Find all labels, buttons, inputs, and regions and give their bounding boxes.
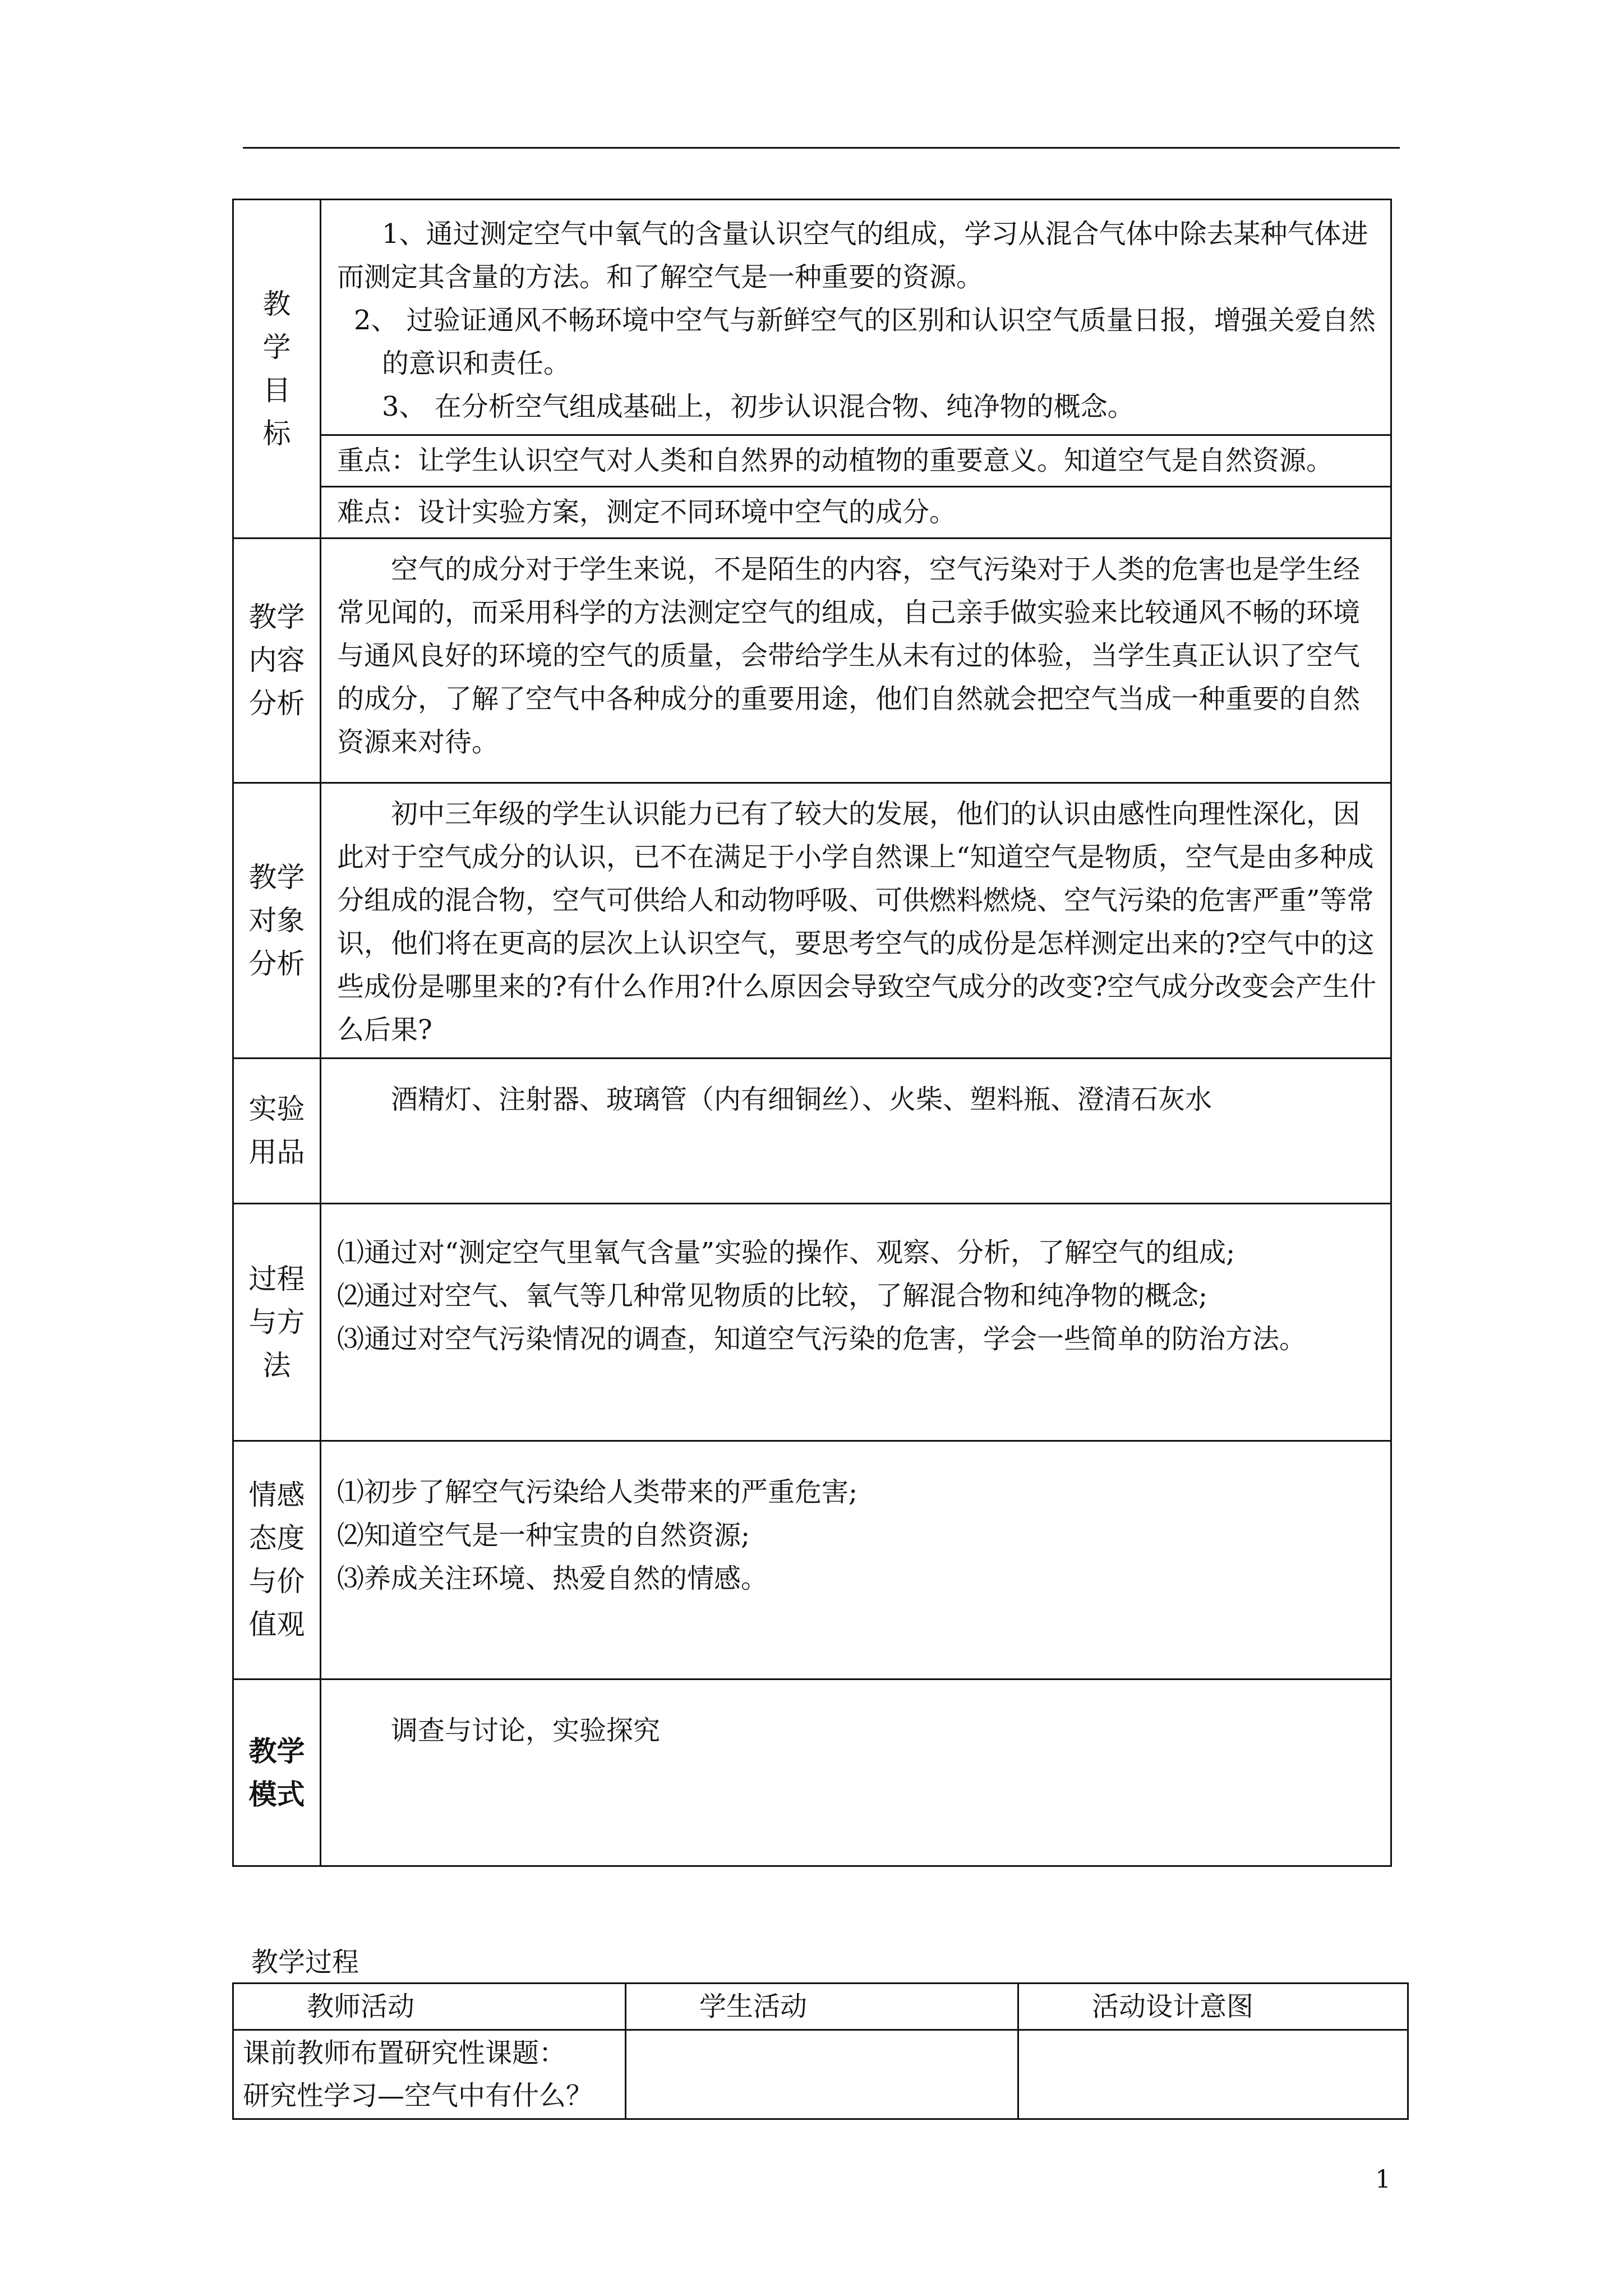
emotion-text: [321, 1441, 1391, 1680]
list-item: ⑶养成关注环境、热爱自然的情感。: [337, 1563, 768, 1594]
list-item: ⑴通过对“测定空气里氧气含量”实验的操作、观察、分析，了解空气的组成;: [337, 1237, 1235, 1268]
goals-row: [233, 200, 1391, 435]
header-intent: 活动设计意图: [1018, 1984, 1408, 2030]
teaching-mode-label: [233, 1680, 321, 1866]
audience-analysis-row: [233, 783, 1391, 1059]
label-line: 实验: [248, 1093, 305, 1125]
label-char: 标: [262, 417, 291, 450]
teacher-activity-line: 课前教师布置研究性课题：: [243, 2037, 566, 2069]
key-point: 重点：让学生认识空气对人类和自然界的动植物的重要意义。知道空气是自然资源。: [321, 435, 1391, 487]
emotion-label: [233, 1441, 321, 1680]
label-line: 法: [262, 1349, 291, 1382]
header-student: 学生活动: [626, 1984, 1018, 2030]
emotion-row: [233, 1441, 1391, 1680]
materials-label: [233, 1059, 321, 1204]
label-line: 内容: [248, 644, 305, 677]
label-line: 教学: [248, 1734, 305, 1768]
goals-content: [321, 200, 1391, 435]
content-analysis-row: [233, 539, 1391, 783]
teaching-mode-text: [321, 1680, 1391, 1866]
process-method-row: [233, 1204, 1391, 1441]
page-number: 1: [1375, 2165, 1391, 2194]
paragraph: 酒精灯、注射器、玻璃管（内有细铜丝）、火柴、塑料瓶、澄清石灰水: [391, 1084, 1212, 1115]
section-title: 教学过程: [251, 1947, 359, 1978]
materials-row: [233, 1059, 1391, 1204]
header-teacher: 教师活动: [233, 1984, 626, 2030]
materials-text: [321, 1059, 1391, 1204]
audience-analysis-text: [321, 783, 1391, 1059]
list-item: ⑴初步了解空气污染给人类带来的严重危害;: [337, 1476, 858, 1508]
process-method-text: [321, 1204, 1391, 1441]
process-header-row: [233, 1984, 1408, 2030]
label-line: 过程: [248, 1262, 305, 1295]
table-row: [233, 2030, 1408, 2119]
paragraph: 空气的成分对于学生来说，不是陌生的内容，空气污染对于人类的危害也是学生经常见闻的，而采用科学的方法测定空气的组成，自己亲手做实验来比较通风不畅的环境与通风良好的环境的空气的质量，会带给学生从未有过的体验，当学生真正认识了空气的成分，了解了空气中各种成分的重要用途，他们自然就会把空气当成一种重要的自然资源来对待。: [337, 554, 1361, 758]
audience-analysis-label: [233, 783, 321, 1059]
label-line: 与价: [248, 1565, 305, 1598]
paragraph: 调查与讨论，实验探究: [391, 1715, 661, 1746]
label-char: 学: [262, 330, 291, 364]
difficulty: 难点：设计实验方案，测定不同环境中空气的成分。: [321, 487, 1391, 539]
label-char: 教: [262, 287, 291, 320]
label-line: 情感: [248, 1479, 305, 1511]
content-analysis-text: [321, 539, 1391, 783]
header-rule: [243, 147, 1400, 149]
label-char: 目: [262, 374, 291, 407]
process-table: [232, 1982, 1409, 2120]
label-line: 态度: [248, 1522, 305, 1554]
label-line: 用品: [248, 1136, 305, 1168]
label-line: 分析: [248, 947, 305, 980]
teacher-activity-line: 研究性学习—空气中有什么？: [243, 2080, 593, 2111]
label-line: 教学: [248, 861, 305, 894]
label-line: 对象: [248, 904, 305, 937]
goals-label: [233, 200, 321, 539]
teaching-mode-row: [233, 1680, 1391, 1866]
paragraph: 初中三年级的学生认识能力已有了较大的发展，他们的认识由感性向理性深化，因此对于空气成分的认识，已不在满足于小学自然课上“知道空气是物质，空气是由多种成分组成的混合物，空气可供给人和动物呼吸、可供燃料燃烧、空气污染的危害严重”等常识，他们将在更高的层次上认识空气，要思考空气的成份是怎样测定出来的?空气中的这些成份是哪里来的?有什么作用?什么原因会导致空气成分的改变?空气成分改变会产生什么后果?: [337, 798, 1377, 1046]
label-line: 教学: [248, 601, 305, 633]
label-line: 分析: [248, 687, 305, 720]
student-activity-cell: [626, 2030, 1018, 2119]
label-line: 值观: [248, 1608, 305, 1641]
list-item: ⑵通过对空气、氧气等几种常见物质的比较，了解混合物和纯净物的概念;: [337, 1280, 1208, 1312]
process-method-label: [233, 1204, 321, 1441]
goal-item-3: 3、 在分析空气组成基础上，初步认识混合物、纯净物的概念。: [382, 391, 1135, 422]
label-line: 模式: [248, 1778, 305, 1811]
lesson-plan-table: [232, 199, 1392, 1867]
intent-cell: [1018, 2030, 1408, 2119]
goal-item-2: 2、 过验证通风不畅环境中空气与新鲜空气的区别和认识空气质量日报，增强关爱自然的意识和责任。: [354, 305, 1376, 379]
goal-item-1: 1、通过测定空气中氧气的含量认识空气的组成，学习从混合气体中除去某种气体进而测定其含量的方法。和了解空气是一种重要的资源。: [337, 218, 1368, 293]
label-line: 与方: [248, 1305, 305, 1338]
list-item: ⑵知道空气是一种宝贵的自然资源;: [337, 1520, 750, 1551]
teacher-activity-cell: [233, 2030, 626, 2119]
content-analysis-label: [233, 539, 321, 783]
list-item: ⑶通过对空气污染情况的调查，知道空气污染的危害，学会一些简单的防治方法。: [337, 1323, 1307, 1355]
